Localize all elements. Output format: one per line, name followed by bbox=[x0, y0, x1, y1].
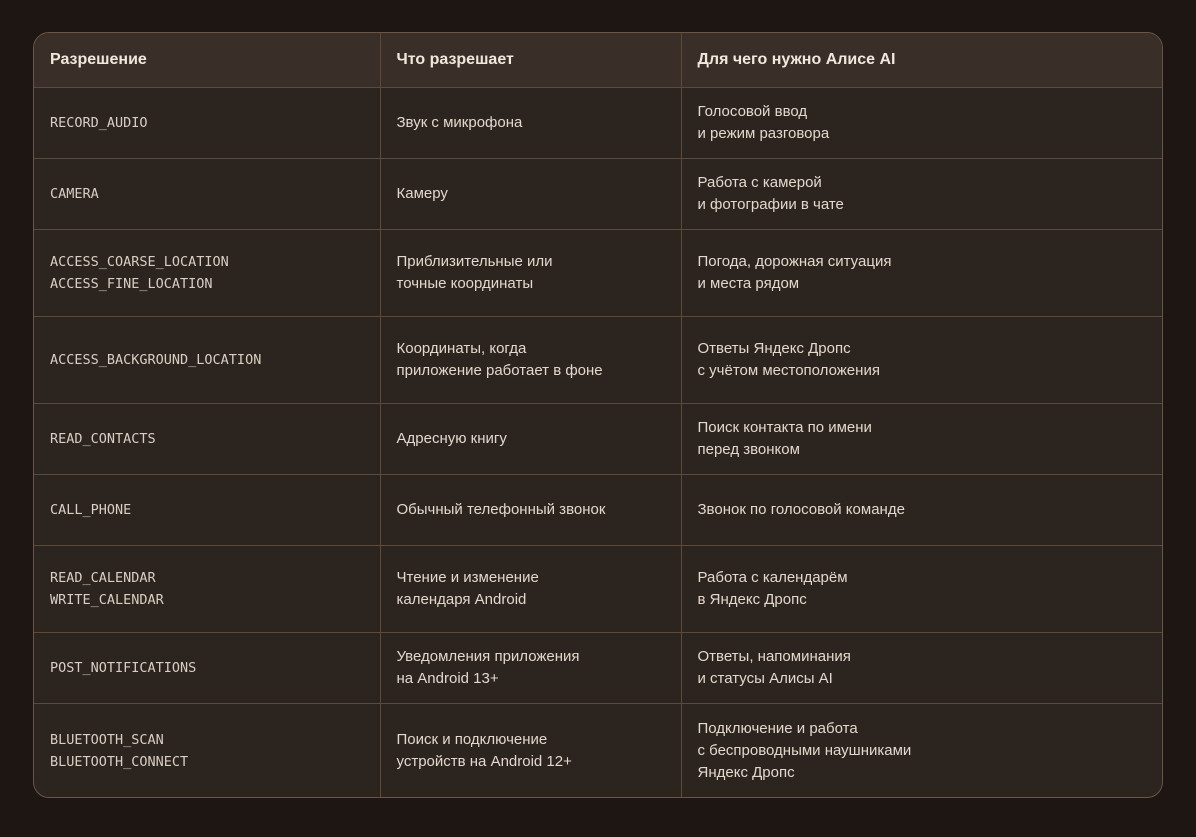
permission-name: READ_CALENDAR bbox=[50, 569, 156, 586]
purpose-text: Работа с камерой bbox=[697, 173, 822, 191]
allows-text: Адресную книгу bbox=[396, 429, 507, 447]
allows-text: точные координаты bbox=[396, 274, 534, 292]
table-row bbox=[34, 474, 1162, 545]
purpose-cell bbox=[681, 87, 1162, 158]
allows-text: на Android 13+ bbox=[396, 669, 499, 687]
permission-cell bbox=[34, 703, 380, 798]
header-purpose: Для чего нужно Алисе AI bbox=[681, 33, 1162, 87]
purpose-cell bbox=[681, 703, 1162, 798]
table-row bbox=[34, 403, 1162, 474]
permission-cell bbox=[34, 632, 380, 703]
purpose-cell bbox=[681, 403, 1162, 474]
allows-text: Обычный телефонный звонок bbox=[396, 500, 606, 518]
table-row bbox=[34, 632, 1162, 703]
allows-cell bbox=[380, 632, 681, 703]
purpose-text: Погода, дорожная ситуация bbox=[697, 252, 892, 270]
purpose-text: Ответы Яндекс Дропс bbox=[697, 339, 851, 357]
allows-text: Координаты, когда bbox=[396, 339, 527, 357]
purpose-text: с учётом местоположения bbox=[697, 361, 880, 379]
allows-text: Чтение и изменение bbox=[396, 568, 539, 586]
permission-name: WRITE_CALENDAR bbox=[50, 591, 164, 608]
table-row bbox=[34, 703, 1162, 798]
header-permission: Разрешение bbox=[34, 33, 380, 87]
purpose-cell bbox=[681, 474, 1162, 545]
purpose-cell bbox=[681, 158, 1162, 229]
permissions-table-container bbox=[33, 32, 1163, 798]
permission-name: BLUETOOTH_CONNECT bbox=[50, 753, 189, 770]
allows-cell bbox=[380, 316, 681, 403]
table-header-row bbox=[34, 33, 1162, 87]
allows-text: Поиск и подключение bbox=[396, 730, 548, 748]
permission-cell bbox=[34, 403, 380, 474]
purpose-text: и режим разговора bbox=[697, 124, 830, 142]
allows-cell bbox=[380, 474, 681, 545]
permission-cell bbox=[34, 158, 380, 229]
table-row bbox=[34, 87, 1162, 158]
purpose-cell bbox=[681, 229, 1162, 316]
permission-cell bbox=[34, 316, 380, 403]
permission-name: ACCESS_BACKGROUND_LOCATION bbox=[50, 351, 262, 368]
table-row bbox=[34, 316, 1162, 403]
purpose-text: с беспроводными наушниками bbox=[697, 741, 912, 759]
allows-cell bbox=[380, 229, 681, 316]
allows-text: Уведомления приложения bbox=[396, 647, 580, 665]
permission-name: READ_CONTACTS bbox=[50, 430, 156, 447]
purpose-cell bbox=[681, 632, 1162, 703]
purpose-text: в Яндекс Дропс bbox=[697, 590, 807, 608]
allows-cell bbox=[380, 403, 681, 474]
permission-name: CAMERA bbox=[50, 185, 99, 202]
permission-cell bbox=[34, 545, 380, 632]
permission-cell bbox=[34, 229, 380, 316]
purpose-text: Поиск контакта по имени bbox=[697, 418, 872, 436]
purpose-text: Голосовой ввод bbox=[697, 102, 808, 120]
table-row bbox=[34, 158, 1162, 229]
permissions-table bbox=[34, 33, 1162, 798]
purpose-cell bbox=[681, 316, 1162, 403]
allows-text: приложение работает в фоне bbox=[396, 361, 603, 379]
allows-text: устройств на Android 12+ bbox=[396, 752, 572, 770]
purpose-text: и фотографии в чате bbox=[697, 195, 844, 213]
allows-cell bbox=[380, 545, 681, 632]
table-row bbox=[34, 229, 1162, 316]
purpose-text: Ответы, напоминания bbox=[697, 647, 851, 665]
allows-text: Камеру bbox=[396, 184, 448, 202]
purpose-text: Подключение и работа bbox=[697, 719, 858, 737]
allows-text: Приблизительные или bbox=[396, 252, 553, 270]
purpose-text: и статусы Алисы AI bbox=[697, 669, 833, 687]
purpose-text: и места рядом bbox=[697, 274, 800, 292]
permission-name: POST_NOTIFICATIONS bbox=[50, 659, 197, 676]
purpose-text: перед звонком bbox=[697, 440, 800, 458]
table-row bbox=[34, 545, 1162, 632]
allows-cell bbox=[380, 87, 681, 158]
permission-cell bbox=[34, 474, 380, 545]
allows-cell bbox=[380, 158, 681, 229]
permission-name: RECORD_AUDIO bbox=[50, 114, 148, 131]
allows-text: Звук с микрофона bbox=[396, 113, 523, 131]
purpose-text: Работа с календарём bbox=[697, 568, 848, 586]
purpose-text: Яндекс Дропс bbox=[697, 763, 795, 781]
allows-cell bbox=[380, 703, 681, 798]
allows-text: календаря Android bbox=[396, 590, 527, 608]
header-allows: Что разрешает bbox=[380, 33, 681, 87]
permission-name: ACCESS_COARSE_LOCATION bbox=[50, 253, 229, 270]
permission-name: BLUETOOTH_SCAN bbox=[50, 731, 164, 748]
permission-name: ACCESS_FINE_LOCATION bbox=[50, 275, 213, 292]
purpose-text: Звонок по голосовой команде bbox=[697, 500, 905, 518]
purpose-cell bbox=[681, 545, 1162, 632]
permission-cell bbox=[34, 87, 380, 158]
permission-name: CALL_PHONE bbox=[50, 501, 132, 518]
